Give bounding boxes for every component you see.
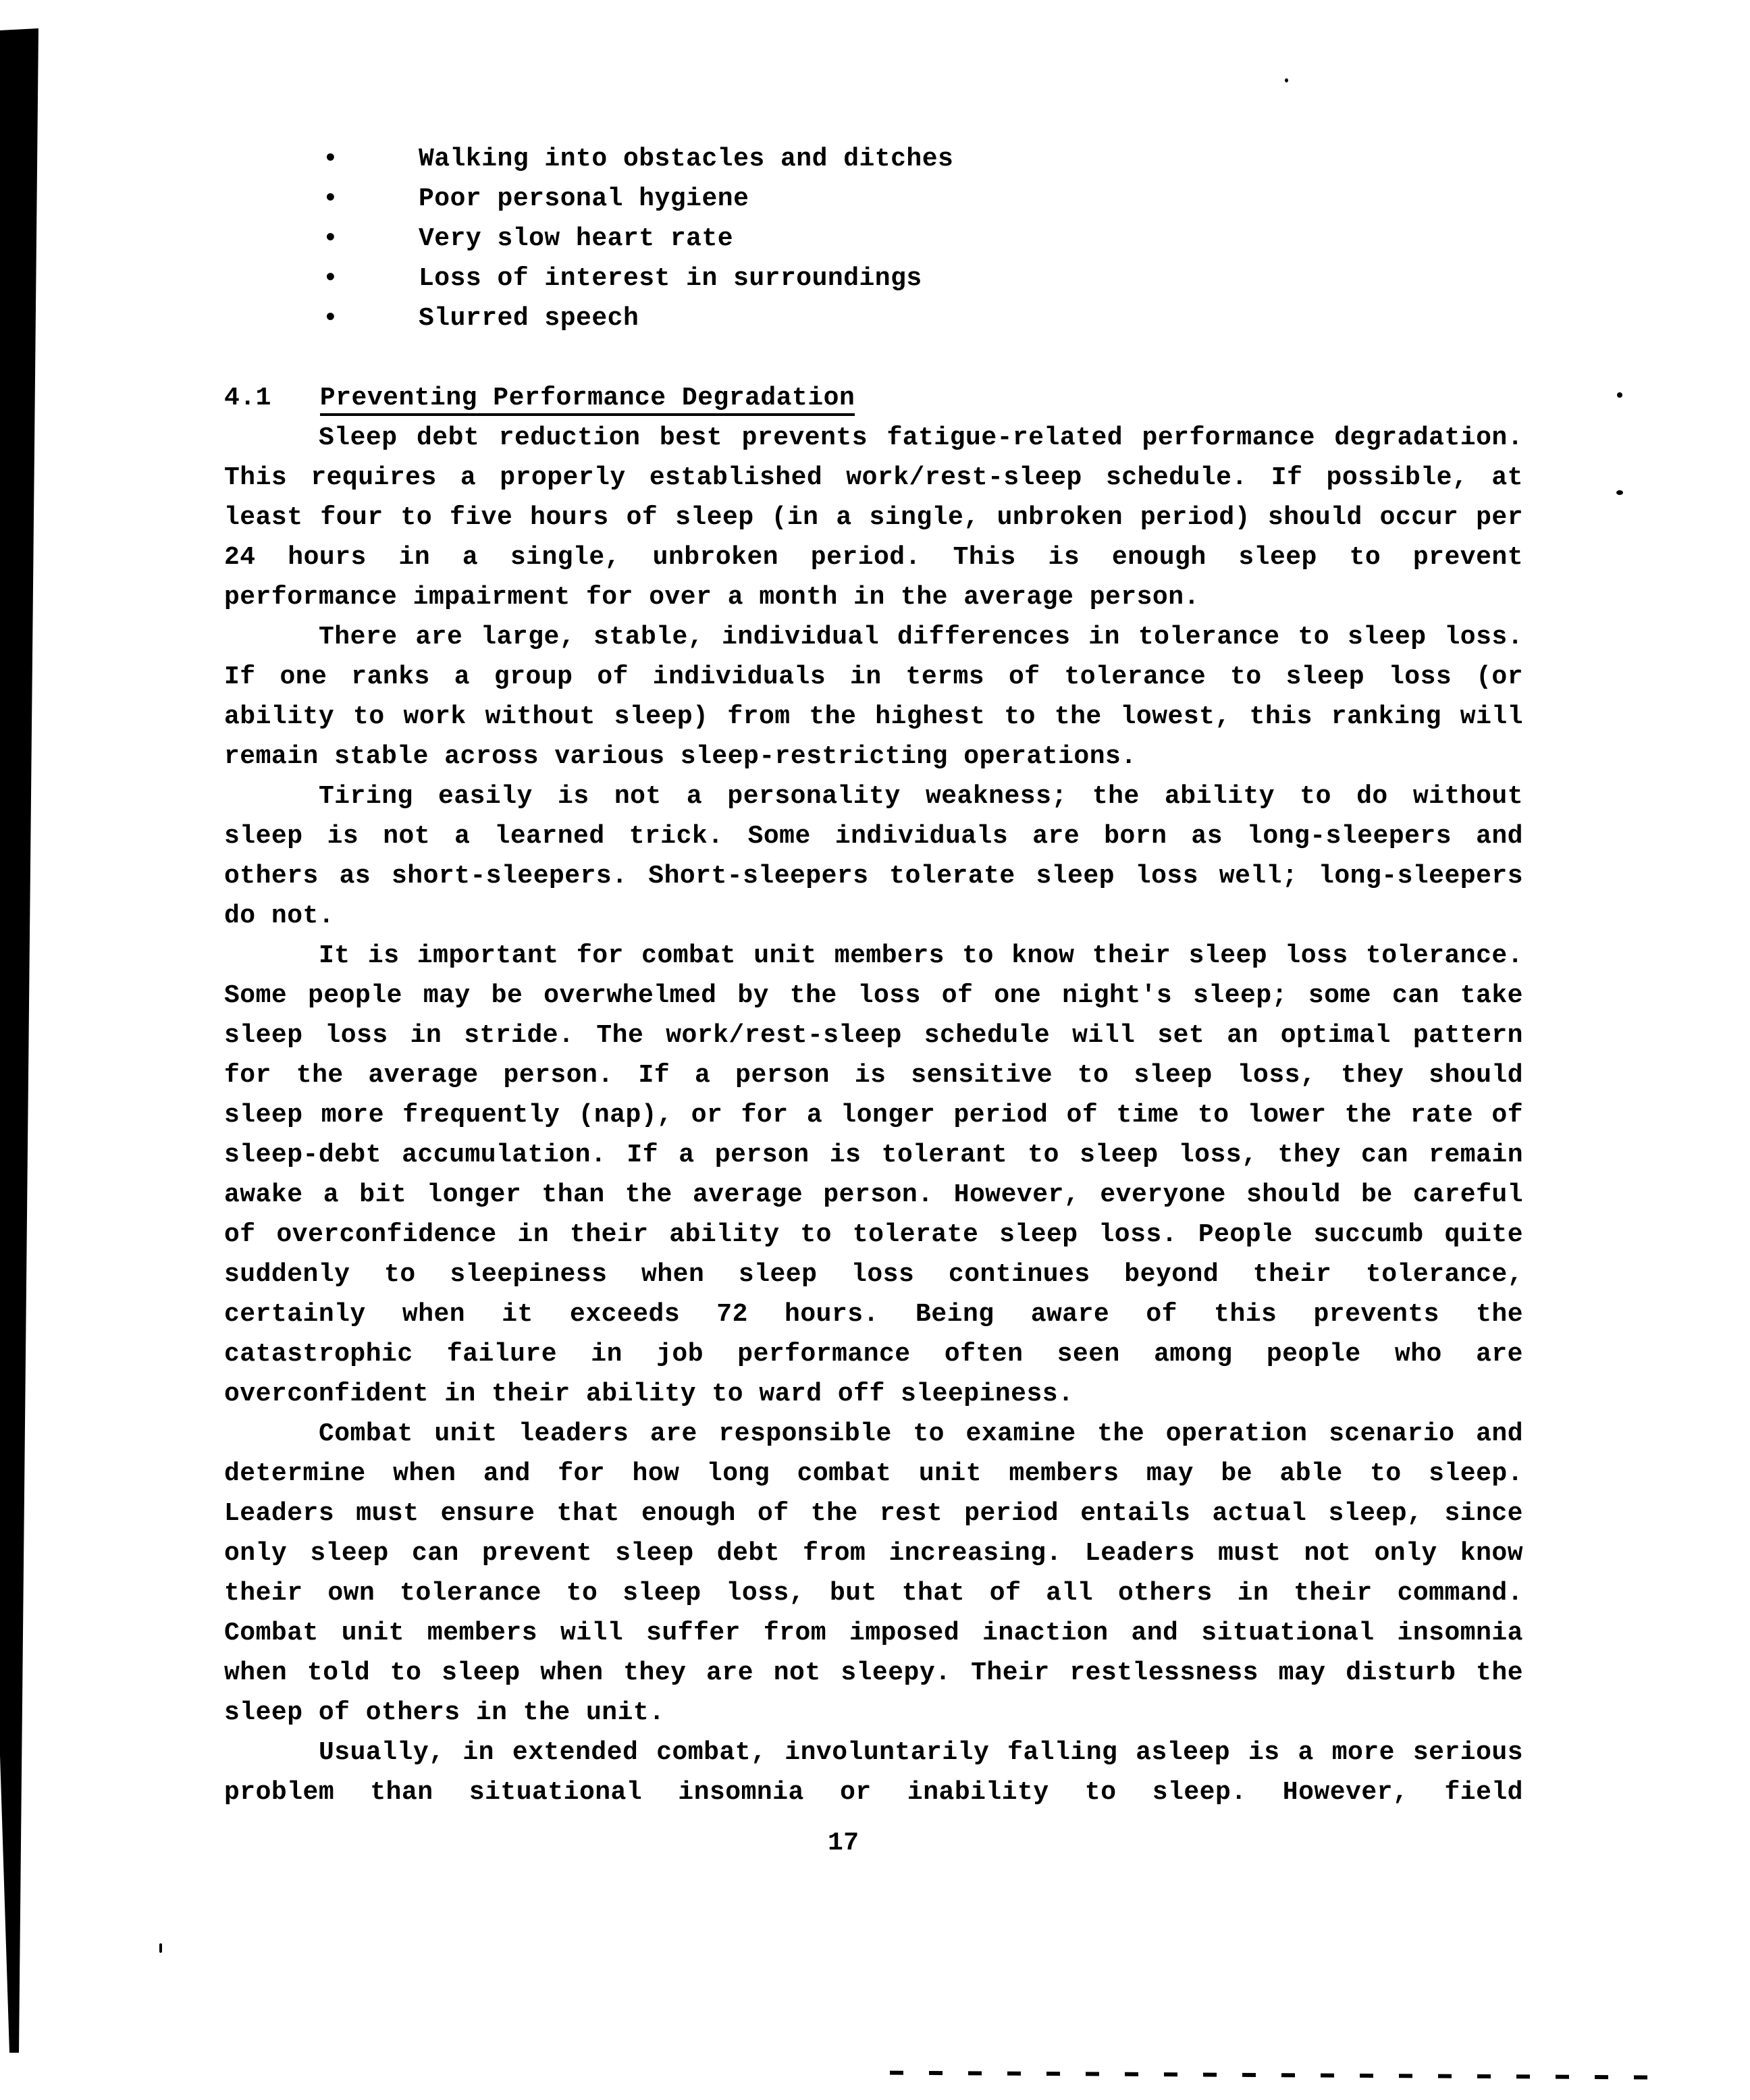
text-line: 24 hours in a single, unbroken period. This is enough sleep to prevent (224, 543, 1523, 572)
text-line: overconfident in their ability to ward off sleepiness. (224, 1380, 1074, 1409)
text-line: do not. (224, 901, 335, 930)
scan-speck (1661, 575, 1666, 583)
text-column (224, 139, 1523, 1812)
scan-speck (159, 1943, 162, 1953)
section-title: Preventing Performance Degradation (320, 384, 855, 416)
bullet-label: Very slow heart rate (419, 224, 734, 253)
paragraph-4 (224, 936, 1523, 1414)
bullet-item-3 (224, 219, 1523, 259)
paragraph-1 (224, 418, 1523, 617)
text-line: If one ranks a group of individuals in terms of tolerance to sleep loss (or (224, 662, 1523, 691)
text-line: There are large, stable, individual differences in tolerance to sleep loss. (319, 623, 1523, 652)
bullet-icon: • (323, 184, 339, 213)
text-line: catastrophic failure in job performance often seen among people who are (224, 1340, 1523, 1369)
text-line: performance impairment for over a month in the average person. (224, 583, 1200, 612)
bullet-item-4 (224, 259, 1523, 298)
text-line: suddenly to sleepiness when sleep loss continues beyond their tolerance, (224, 1260, 1523, 1289)
bullet-label: Loss of interest in surroundings (419, 264, 922, 293)
bullet-icon: • (323, 224, 339, 253)
section-number: 4.1 (224, 384, 271, 413)
text-line: It is important for combat unit members to know their sleep loss tolerance. (319, 941, 1523, 970)
text-line: remain stable across various sleep-restricting operations. (224, 742, 1137, 771)
bullet-icon: • (323, 145, 339, 174)
text-line: Sleep debt reduction best prevents fatigue-related performance degradation. (319, 423, 1523, 452)
bullet-item-1 (224, 139, 1523, 179)
text-line: Leaders must ensure that enough of the rest period entails actual sleep, since (224, 1499, 1523, 1528)
bullet-label: Slurred speech (419, 304, 639, 333)
scan-streak (12, 2066, 856, 2080)
bullet-label: Walking into obstacles and ditches (419, 145, 954, 174)
scan-speck (1616, 490, 1623, 495)
text-line: their own tolerance to sleep loss, but that of all others in their command. (224, 1579, 1523, 1608)
text-line: for the average person. If a person is sensitive to sleep loss, they should (224, 1061, 1523, 1090)
scan-speck (1617, 392, 1622, 398)
text-line: sleep is not a learned trick. Some individuals are born as long-sleepers and (224, 822, 1523, 851)
text-line: least four to five hours of sleep (in a single, unbroken period) should occur per (224, 503, 1523, 532)
text-line: sleep loss in stride. The work/rest-sleep schedule will set an optimal pattern (224, 1021, 1523, 1050)
text-line: awake a bit longer than the average person. However, everyone should be careful (224, 1180, 1523, 1209)
paragraph-2 (224, 617, 1523, 777)
scan-border-left (0, 0, 68, 2100)
bullet-icon: • (323, 304, 339, 333)
bullet-icon: • (323, 264, 339, 293)
text-line: sleep more frequently (nap), or for a longer period of time to lower the rate of (224, 1101, 1523, 1130)
scan-speck (1285, 78, 1288, 82)
text-line: problem than situational insomnia or inability to sleep. However, field (224, 1778, 1523, 1807)
bullet-item-2 (224, 179, 1523, 219)
bullet-item-5 (224, 298, 1523, 338)
paragraph-3 (224, 777, 1523, 936)
paragraph-5 (224, 1414, 1523, 1733)
text-line: sleep-debt accumulation. If a person is tolerant to sleep loss, they can remain (224, 1140, 1523, 1170)
scan-streak (864, 2070, 1661, 2079)
text-line: when told to sleep when they are not sleepy. Their restlessness may disturb the (224, 1658, 1523, 1687)
text-line: Combat unit members will suffer from imposed inaction and situational insomnia (224, 1619, 1523, 1648)
text-line: sleep of others in the unit. (224, 1698, 665, 1727)
bullet-label: Poor personal hygiene (419, 184, 749, 213)
text-line: of overconfidence in their ability to tolerate sleep loss. People succumb quite (224, 1220, 1523, 1249)
bullet-list (224, 139, 1523, 338)
page-number: 17 (828, 1829, 859, 1858)
text-line: Some people may be overwhelmed by the loss of one night's sleep; some can take (224, 981, 1523, 1010)
text-line: Combat unit leaders are responsible to examine the operation scenario and (319, 1419, 1523, 1448)
body-paragraphs (224, 418, 1523, 1812)
scan-speck (1669, 577, 1672, 583)
text-line: This requires a properly established work/rest-sleep schedule. If possible, at (224, 463, 1523, 492)
text-line: others as short-sleepers. Short-sleepers tolerate sleep loss well; long-sleepers (224, 862, 1523, 891)
text-line: only sleep can prevent sleep debt from increasing. Leaders must not only know (224, 1539, 1523, 1568)
paragraph-6 (224, 1733, 1523, 1812)
scan-streak (0, 2078, 1750, 2097)
text-line: ability to work without sleep) from the highest to the lowest, this ranking will (224, 702, 1523, 731)
text-line: Usually, in extended combat, involuntarily falling asleep is a more serious (319, 1738, 1523, 1767)
text-line: determine when and for how long combat unit members may be able to sleep. (224, 1459, 1523, 1488)
text-line: certainly when it exceeds 72 hours. Being aware of this prevents the (224, 1300, 1523, 1329)
text-line: Tiring easily is not a personality weakness; the ability to do without (319, 782, 1523, 811)
section-heading (224, 378, 1523, 418)
